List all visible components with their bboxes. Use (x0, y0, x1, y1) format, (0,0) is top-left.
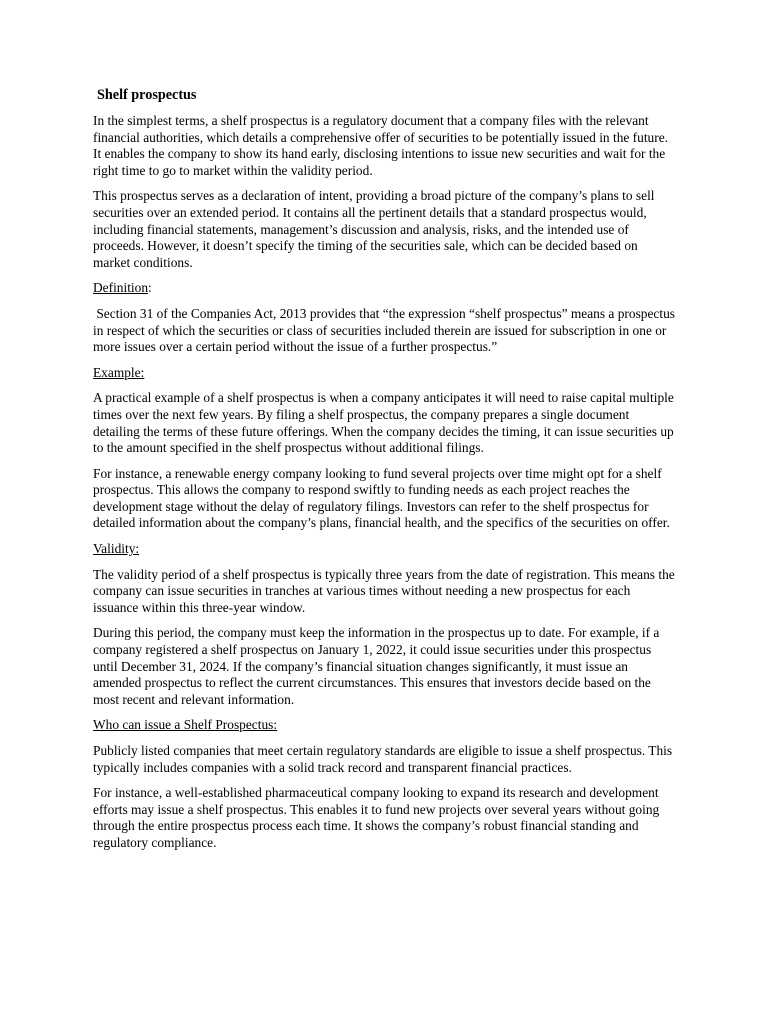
document-page (93, 86, 679, 861)
definition-text: Section 31 of the Companies Act, 2013 provides that “the expression “shelf prospectus” means a prospectus in respect of which the securities or class of securities included therein are issued for subscription in one or more issues over a certain period without the issue of a further prospectus.” (93, 305, 679, 355)
intro-paragraph-1: In the simplest terms, a shelf prospectus is a regulatory document that a company files with the relevant financial authorities, which details a comprehensive offer of securities to be potentially issued in the future. It enables the company to show its hand early, disclosing intentions to issue new securities and wait for the right time to go to market within the validity period. (93, 113, 668, 178)
example-paragraph-1: A practical example of a shelf prospectus is when a company anticipates it will need to raise capital multiple times over the next few years. By filing a shelf prospectus, the company prepares a single document detailing the terms of these future offerings. When the company decides the timing, it can issue securities up to the amount specified in the shelf prospectus without additional filings. (93, 390, 674, 456)
definition-heading-line (93, 280, 675, 297)
who-paragraph-2: For instance, a well-established pharmaceutical company looking to expand its research and development efforts may issue a shelf prospectus. This enables it to fund new projects over several years without going through the entire prospectus process each time. It shows the company’s robust financial standing and regulatory compliance. (93, 785, 660, 850)
definition-heading: Definition (93, 280, 149, 296)
validity-paragraph-1: The validity period of a shelf prospectus is typically three years from the date of registration. This means the company can issue securities in tranches at various times without needing a new prospectus for each issuance within this three-year window. (93, 566, 675, 615)
definition-heading-colon: : (148, 280, 152, 296)
validity-heading: Validity: (93, 541, 140, 557)
document-title: Shelf prospectus (97, 87, 197, 103)
example-heading: Example: (93, 364, 145, 380)
who-heading: Who can issue a Shelf Prospectus: (93, 717, 278, 733)
validity-paragraph-2: During this period, the company must keep the information in the prospectus up to date. For example, if a company registered a shelf prospectus on January 1, 2022, it could issue securities under this prospectus until December 31, 2024. If the company’s financial situation changes significantly, it must issue an amended prospectus to reflect the current circumstances. This ensures that investors decide based on the most recent and relevant information. (93, 625, 660, 707)
who-paragraph-1: Publicly listed companies that meet certain regulatory standards are eligible to issue a shelf prospectus. This typically includes companies with a solid track record and transparent financial practices. (93, 743, 673, 775)
intro-paragraph-2: This prospectus serves as a declaration of intent, providing a broad picture of the company’s plans to sell securities over an extended period. It contains all the pertinent details that a standard prospectus would, including financial statements, management’s discussion and analysis, risks, and the intended use of proceeds. However, it doesn’t specify the timing of the securities sale, which can be decided based on market conditions. (93, 188, 655, 270)
example-paragraph-2: For instance, a renewable energy company looking to fund several projects over time might opt for a shelf prospectus. This allows the company to respond swiftly to funding needs as each project reaches the development stage without the delay of regulatory filings. Investors can refer to the shelf prospectus for detailed information about the company’s plans, financial health, and the specifics of the securities on offer. (93, 465, 670, 531)
